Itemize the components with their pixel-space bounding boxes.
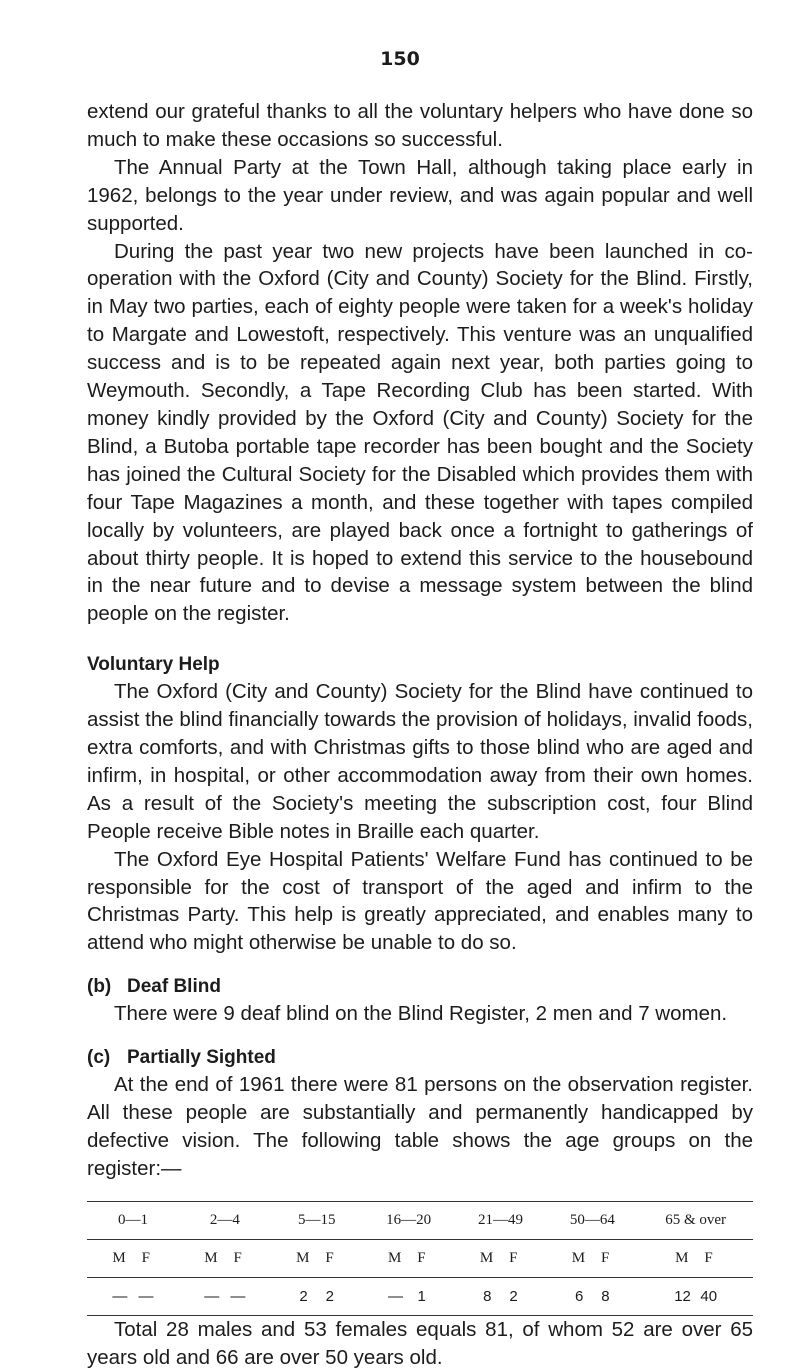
age-group-header: 65 & over bbox=[638, 1201, 753, 1239]
female-count: 1 bbox=[417, 1287, 426, 1305]
section-title: Partially Sighted bbox=[127, 1047, 276, 1069]
table-cell bbox=[363, 1239, 455, 1277]
total-summary: Total 28 males and 53 females equals 81, of whom 52 are over 65 years old and 66 are over 50 years old. bbox=[87, 1317, 753, 1369]
sex-label: F bbox=[417, 1249, 427, 1266]
age-group-header: 21—49 bbox=[455, 1201, 547, 1239]
male-count: 8 bbox=[483, 1287, 492, 1305]
sex-label: F bbox=[509, 1249, 519, 1266]
sex-label: F bbox=[601, 1249, 611, 1266]
paragraph: extend our grateful thanks to all the voluntary helpers who have done so much to make these occasions so successful. bbox=[87, 100, 753, 151]
female-count: — bbox=[230, 1287, 246, 1305]
table-cell bbox=[271, 1239, 363, 1277]
sex-label: F bbox=[233, 1249, 243, 1266]
male-count: — bbox=[112, 1287, 128, 1305]
paragraph: There were 9 deaf blind on the Blind Register, 2 men and 7 women. bbox=[114, 1002, 728, 1026]
male-count: — bbox=[204, 1287, 220, 1305]
age-group-header: 50—64 bbox=[546, 1201, 638, 1239]
table-cell bbox=[271, 1277, 363, 1315]
table-cell bbox=[87, 1277, 179, 1315]
paragraph: The Oxford (City and County) Society for the Blind have continued to assist the blind financially towards the provision of holidays, invalid foods, extra comforts, and with Christmas gifts to those blind who are aged and infirm, in hospital, or other accommodation away from their own homes. As a result of the Society's meeting the subscription cost, four Blind People receive Bible notes in Braille each quarter. bbox=[87, 680, 753, 843]
section-label: (b) bbox=[87, 976, 112, 998]
partially-sighted-heading bbox=[87, 1044, 753, 1071]
section-label: (c) bbox=[87, 1047, 111, 1069]
table-cell bbox=[179, 1277, 271, 1315]
paragraph: During the past year two new projects have been launched in co-operation with the Oxford (City and County) Society for the Blind. Firstly, in May two parties, each of eighty people were taken for a week's holiday to Margate and Lowestoft, respectively. This venture was an unqualified success and is to be repeated again next year, both parties going to Weymouth. Secondly, a Tape Recording Club has been started. With money kindly provided by the Oxford (City and County) Society for the Blind, a Butoba portable tape recorder has been bought and the Society has joined the Cultural Society for the Disabled which provides them with four Tape Magazines a month, and these together with tapes compiled locally by volunteers, are played back once a fortnight to gatherings of about thirty people. It is hoped to extend this service to the housebound in the near future and to devise a message system between the blind people on the register. bbox=[87, 239, 753, 626]
table-values-row bbox=[87, 1277, 753, 1315]
table-sex-row bbox=[87, 1239, 753, 1277]
table-cell bbox=[455, 1239, 547, 1277]
sex-label: M bbox=[204, 1249, 219, 1266]
age-group-header: 2—4 bbox=[179, 1201, 271, 1239]
female-count: 8 bbox=[601, 1287, 610, 1305]
paragraph: The Annual Party at the Town Hall, although taking place early in 1962, belongs to the year under review, and was again popular and well supported. bbox=[87, 155, 753, 235]
section-title: Deaf Blind bbox=[127, 976, 221, 998]
table-cell bbox=[363, 1277, 455, 1315]
document-body bbox=[87, 98, 753, 1372]
sex-label: M bbox=[571, 1249, 587, 1266]
male-count: 12 bbox=[674, 1287, 691, 1305]
voluntary-help-heading: Voluntary Help bbox=[87, 654, 220, 676]
paragraph: At the end of 1961 there were 81 persons on the observation register. All these people are substantially and permanently handicapped by defective vision. The following table shows the age groups on the register:— bbox=[87, 1073, 753, 1180]
table-cell bbox=[87, 1239, 179, 1277]
sex-label: F bbox=[325, 1249, 335, 1266]
sex-label: F bbox=[141, 1249, 151, 1266]
female-count: 2 bbox=[325, 1287, 334, 1305]
female-count: 2 bbox=[509, 1287, 518, 1305]
age-group-header: 5—15 bbox=[271, 1201, 363, 1239]
table-cell bbox=[546, 1277, 638, 1315]
sex-label: M bbox=[296, 1249, 311, 1266]
male-count: 6 bbox=[575, 1287, 584, 1305]
table-cell bbox=[638, 1239, 753, 1277]
sex-label: M bbox=[675, 1249, 690, 1266]
page-number: 150 bbox=[380, 48, 420, 70]
male-count: — bbox=[387, 1287, 403, 1305]
male-count: 2 bbox=[299, 1287, 308, 1305]
table-cell bbox=[638, 1277, 753, 1315]
age-groups-table bbox=[87, 1201, 753, 1316]
age-group-header: 0—1 bbox=[87, 1201, 179, 1239]
deaf-blind-heading bbox=[87, 973, 753, 1000]
age-group-header: 16—20 bbox=[363, 1201, 455, 1239]
table-cell bbox=[546, 1239, 638, 1277]
sex-label: F bbox=[704, 1249, 714, 1266]
sex-label: M bbox=[479, 1249, 495, 1266]
table-header-row bbox=[87, 1201, 753, 1239]
female-count: — bbox=[138, 1287, 154, 1305]
table-cell bbox=[455, 1277, 547, 1315]
sex-label: M bbox=[112, 1249, 127, 1266]
table-cell bbox=[179, 1239, 271, 1277]
sex-label: M bbox=[388, 1249, 403, 1266]
female-count: 40 bbox=[700, 1287, 718, 1305]
paragraph: The Oxford Eye Hospital Patients' Welfare Fund has continued to be responsible for the cost of transport of the aged and infirm to the Christmas Party. This help is greatly appreciated, and enables many to attend who might otherwise be unable to do so. bbox=[87, 847, 753, 955]
